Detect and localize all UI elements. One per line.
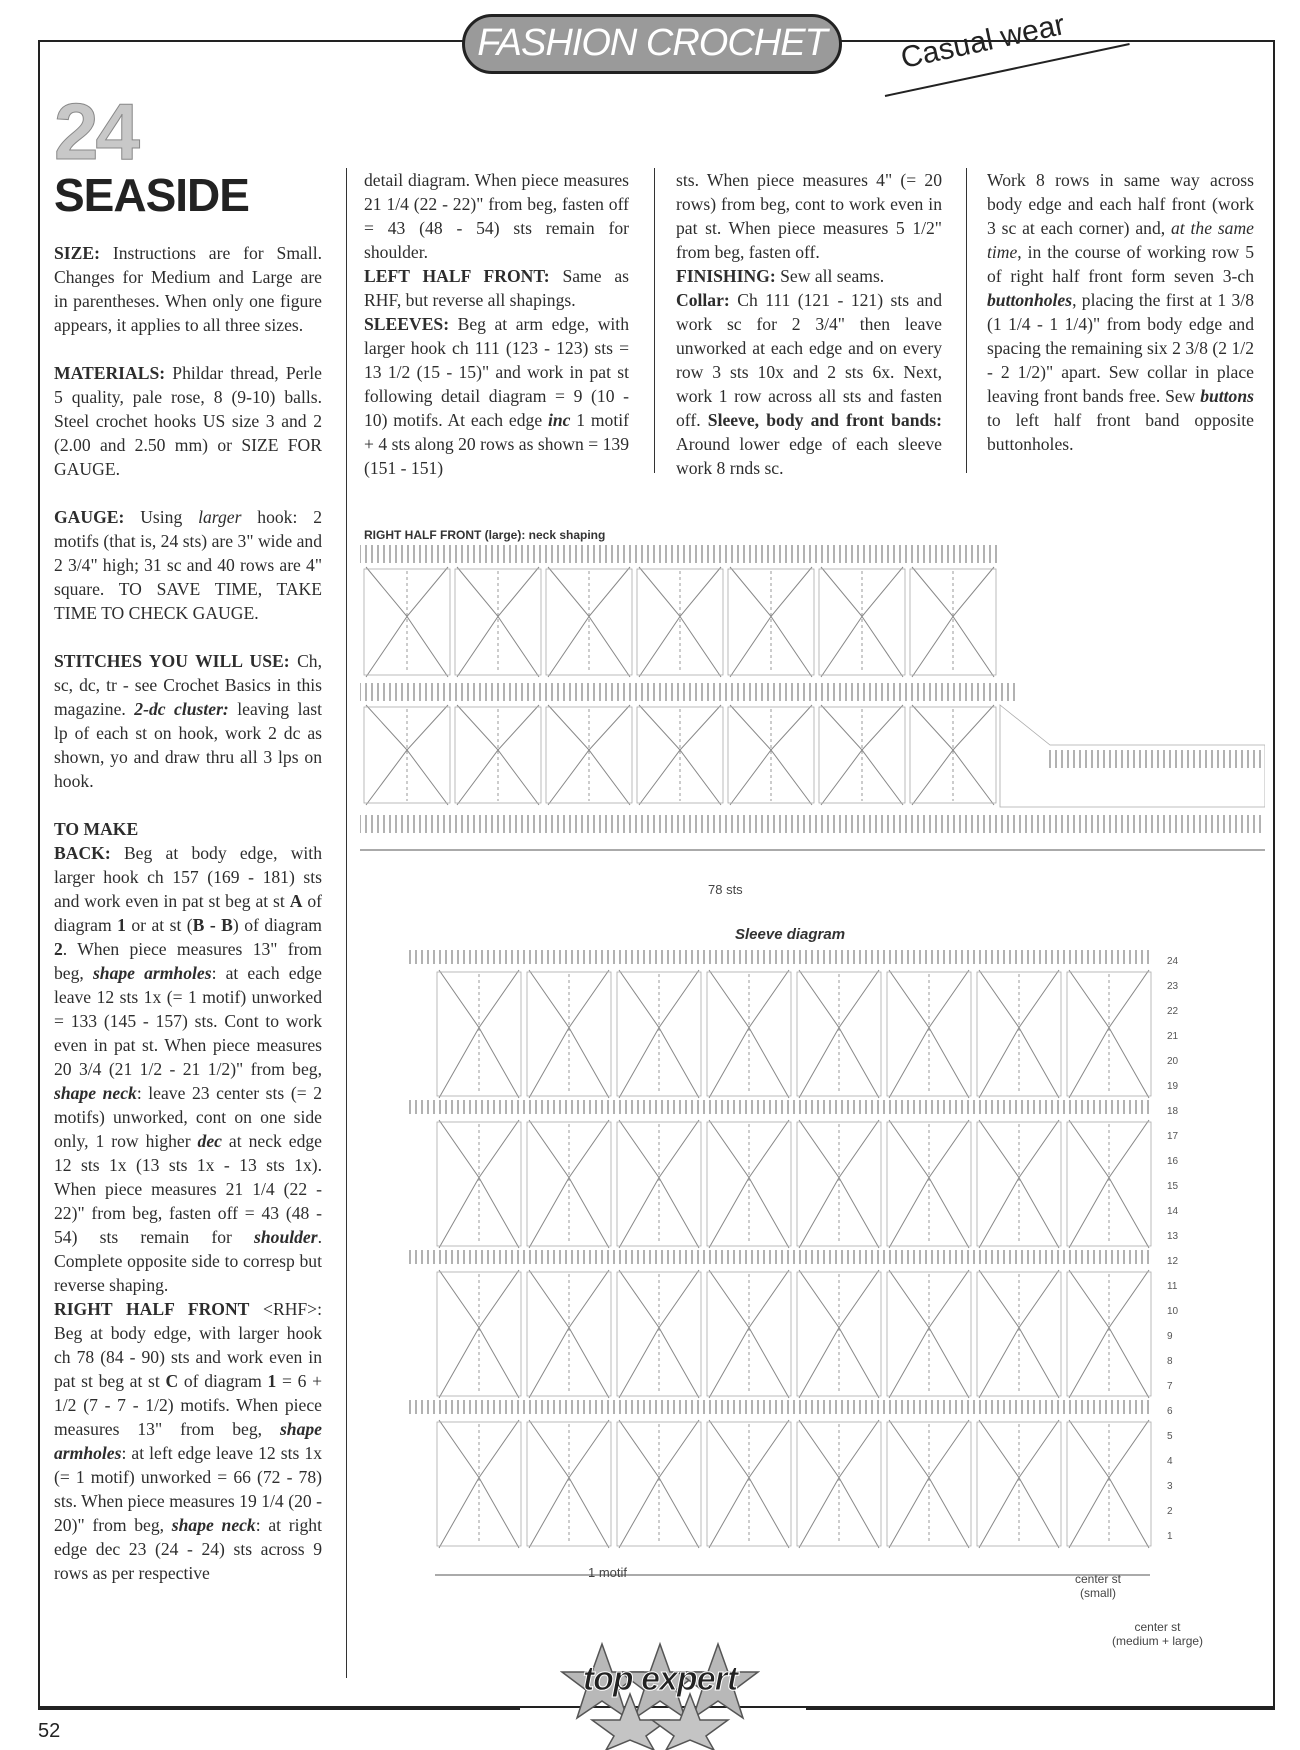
fan-stitch (619, 1478, 699, 1548)
back-label: BACK: (54, 843, 111, 863)
emphasis: at the same time (987, 218, 1254, 262)
stitches-text: leaving last lp of each st on hook, work 2 dc as shown, yo and draw thru all 3 lps on hook. (54, 699, 322, 791)
shaping-term: shape neck (171, 1515, 256, 1535)
fan-stitch (979, 1178, 1059, 1248)
row-number: 12 (1167, 1256, 1179, 1267)
back-text: ) of diagram (232, 915, 322, 935)
row-number: 16 (1167, 1156, 1179, 1167)
back-text: : at each edge leave 12 sts 1x (= 1 motif) unworked = 133 (145 - 157) sts. Cont to work even in pat st. When piece measures 20 3/4 (21 1/2 - 21 1/2)" from beg, (54, 963, 322, 1079)
stitch-ref: A (289, 891, 303, 911)
rhf-text: = 6 + 1/2 (7 - 7 - 1/2) motifs. When piece measures 13" from beg, (54, 1371, 323, 1439)
fan-stitch (889, 1478, 969, 1548)
row-number: 11 (1167, 1281, 1178, 1292)
materials-text: Phildar thread, Perle 5 quality, pale rose, 8 (9-10) balls. Steel crochet hooks US size 3 and 2 (2.00 and 2.50 mm) or SIZE FOR GAUGE. (54, 363, 322, 479)
pattern-title: SEASIDE (54, 169, 249, 221)
row-number: 21 (1167, 1031, 1179, 1042)
row-number: 8 (1167, 1356, 1173, 1367)
row-number: 18 (1167, 1106, 1179, 1117)
text-column-3 (676, 168, 942, 480)
gauge-text: hook: 2 motifs (that is, 24 sts) are 3" wide and 2 3/4" high; 31 sc and 40 rows are 4" square. TO SAVE TIME, TAKE TIME TO CHECK GAUGE. (54, 507, 322, 623)
col4-text: , in the course of working row 5 of right half front form seven 3-ch (987, 242, 1254, 286)
fan-stitch (709, 1328, 789, 1398)
col4-text: to left half front band opposite buttonholes. (987, 410, 1254, 454)
col4-paragraph (987, 168, 1254, 456)
fan-stitch (1069, 1328, 1149, 1398)
materials-paragraph (54, 361, 322, 481)
center-small-line2: (small) (1080, 1586, 1117, 1600)
section-label: Casual wear (897, 8, 1068, 76)
materials-label: MATERIALS: (54, 363, 166, 383)
pattern-number: 24 (54, 87, 137, 176)
footer-rule (38, 1708, 520, 1710)
fan-stitch (1069, 1028, 1149, 1098)
lhf-paragraph (364, 264, 629, 312)
fan-stitch (619, 1328, 699, 1398)
back-text: . Complete opposite side to corresp but reverse shaping. (54, 1227, 322, 1295)
lhf-text: Same as RHF, but reverse all shapings. (364, 266, 630, 310)
magazine-title: FASHION CROCHET (477, 22, 827, 64)
shaping-term: shape (54, 1083, 97, 1103)
sleeves-text: 1 motif + 4 sts along 20 rows as shown = 139 (151 - 151) (364, 410, 629, 478)
center-small-label (1075, 1572, 1121, 1600)
fan-stitch (979, 1478, 1059, 1548)
row-number: 4 (1167, 1456, 1173, 1467)
text-column-1 (54, 241, 322, 1585)
gauge-emphasis: larger (198, 507, 242, 527)
fan-stitch (889, 1028, 969, 1098)
gauge-label: GAUGE: (54, 507, 125, 527)
rhf-label: RIGHT HALF FRONT (54, 1299, 250, 1319)
lhf-label: LEFT HALF FRONT: (364, 266, 550, 286)
neck-shaping-outline (1000, 705, 1265, 807)
center-ml-label (1112, 1620, 1203, 1648)
stitches-text: Ch, sc, dc, tr - see Crochet Basics in this magazine. (54, 651, 322, 719)
back-paragraph (54, 841, 322, 1297)
bands-label: Sleeve, body and front bands: (707, 410, 942, 430)
shaping-term: neck (102, 1083, 137, 1103)
column-rule (966, 168, 967, 473)
sleeves-text: Beg at arm edge, with larger hook ch 111 (123 - 123) sts = 13 1/2 (15 - 15)" and work in pat st following detail diagram = 9 (10 - 10) motifs. At each edge (364, 314, 629, 430)
row-number: 10 (1167, 1306, 1179, 1317)
stitches-label: STITCHES YOU WILL USE: (54, 651, 290, 671)
row-number: 5 (1167, 1431, 1173, 1442)
back-text: Beg at body edge, with larger hook ch 157 (169 - 181) sts and work even in pat st beg at st (54, 843, 322, 911)
row-number: 2 (1167, 1506, 1173, 1517)
fan-stitch (979, 1028, 1059, 1098)
brand-logo: top expert (582, 1660, 738, 1698)
size-label: SIZE: (54, 243, 100, 263)
diagram-ref: 1 (267, 1371, 277, 1391)
page-number: 52 (38, 1720, 61, 1742)
rhf-text: of diagram (178, 1371, 268, 1391)
row-number: 17 (1167, 1131, 1179, 1142)
row-number: 6 (1167, 1406, 1173, 1417)
sleeves-paragraph (364, 312, 629, 480)
fan-stitch (529, 1178, 609, 1248)
to-make-label: TO MAKE (54, 819, 139, 839)
fan-stitch (529, 1028, 609, 1098)
fan-stitch (439, 1328, 519, 1398)
row-number: 20 (1167, 1056, 1179, 1067)
emphasis: buttons (1200, 386, 1254, 406)
row-number: 19 (1167, 1081, 1179, 1092)
fan-stitch (439, 1028, 519, 1098)
motif-label: 1 motif (588, 1565, 628, 1580)
row-number: 14 (1167, 1206, 1179, 1217)
diagram2-caption: Sleeve diagram (735, 926, 846, 943)
row-number: 9 (1167, 1331, 1173, 1342)
col3-text: sts. When piece measures 4" (= 20 rows) from beg, cont to work even in pat st. When piece measures 5 1/2" from beg, fasten off. (676, 170, 942, 262)
sleeves-label: SLEEVES: (364, 314, 450, 334)
fan-stitch (889, 1178, 969, 1248)
fan-stitch (799, 1028, 879, 1098)
rhf-text: : at left edge leave 12 sts 1x (= 1 motif) unworked = 66 (72 - 78) sts. When piece measures 19 1/4 (20 - 20)" from beg, (54, 1443, 322, 1535)
back-text: of diagram (54, 891, 323, 935)
stitch-count-label: 78 sts (708, 882, 743, 897)
row-number: 22 (1167, 1006, 1179, 1017)
row-number: 24 (1167, 956, 1179, 967)
rhf-text: : at right edge dec 23 (24 - 24) sts across 9 rows as per respective (54, 1515, 322, 1583)
shaping-term: shape armholes (54, 1419, 322, 1463)
finishing-text: Sew all seams. (775, 266, 885, 286)
shaping-term: shape armholes (92, 963, 212, 983)
right-half-front-diagram (360, 545, 1265, 875)
back-text: . When piece measures 13" from beg, (54, 939, 322, 983)
back-text: : leave 23 center sts (= 2 motifs) unworked, cont on one side only, 1 row higher (54, 1083, 322, 1151)
center-small-line1: center st (1075, 1572, 1122, 1586)
rhf-text: Beg at body edge, with larger hook ch 78 (84 - 90) sts and work even in pat st beg at st (54, 1323, 322, 1391)
row-number: 15 (1167, 1181, 1179, 1192)
col3-paragraph (676, 168, 942, 264)
row-number: 7 (1167, 1381, 1173, 1392)
col2-text: detail diagram. When piece measures 21 1/4 (22 - 22)" from beg, fasten off = 43 (48 - 54) sts remain for shoulder. (364, 170, 629, 262)
row-number: 23 (1167, 981, 1179, 992)
text-column-4 (987, 168, 1254, 456)
diagram1-caption: RIGHT HALF FRONT (large): neck shaping (364, 528, 606, 542)
shaping-term: shoulder (254, 1227, 318, 1247)
cluster-term: 2-dc cluster: (134, 699, 229, 719)
emphasis: buttonholes (987, 290, 1073, 310)
row-number: 3 (1167, 1481, 1173, 1492)
to-make-heading (54, 817, 322, 841)
col2-paragraph (364, 168, 629, 264)
collar-label: Collar: (676, 290, 730, 310)
rhf-abbr: <RHF>: (249, 1299, 322, 1319)
gauge-paragraph (54, 505, 322, 625)
bands-text: Around lower edge of each sleeve work 8 rnds sc. (676, 434, 942, 478)
stitch-chart (360, 545, 1265, 850)
size-text: Instructions are for Small. Changes for Medium and Large are in parentheses. When only one figure appears, it applies to all three sizes. (54, 243, 322, 335)
fan-stitch (979, 1328, 1059, 1398)
fan-stitch (799, 1178, 879, 1248)
fan-stitch (709, 1478, 789, 1548)
sleeve-diagram (405, 950, 1195, 1590)
stitch-chart (410, 950, 1179, 1575)
fan-stitch (439, 1178, 519, 1248)
rhf-paragraph (54, 1297, 322, 1585)
shaping-term: dec (197, 1131, 222, 1151)
fan-stitch (799, 1328, 879, 1398)
fan-stitch (709, 1028, 789, 1098)
fan-stitch (1069, 1478, 1149, 1548)
back-text: at neck edge 12 sts 1x (13 sts 1x - 13 sts 1x). When piece measures 21 1/4 (22 - 22)" from beg, fasten off = 43 (48 - 54) sts remain for (54, 1131, 322, 1247)
fan-stitch (709, 1178, 789, 1248)
gauge-text: Using (124, 507, 199, 527)
collar-text: Ch 111 (121 - 121) sts and work sc for 2 3/4" then leave unworked at each edge and on every row 3 sts 10x and 2 sts 6x. Next, work 1 row across all sts and fasten off. (676, 290, 942, 430)
column-rule (346, 168, 347, 1678)
text-column-2 (364, 168, 629, 480)
fan-stitch (529, 1328, 609, 1398)
fan-stitch (1069, 1178, 1149, 1248)
fan-stitch (529, 1478, 609, 1548)
footer-rule (806, 1708, 1275, 1710)
diagram-ref: 1 (117, 915, 126, 935)
finishing-paragraph (676, 264, 942, 288)
fan-stitch (439, 1478, 519, 1548)
stitches-paragraph (54, 649, 322, 793)
diagram-ref: 2 (54, 939, 63, 959)
collar-paragraph (676, 288, 942, 480)
row-number: 13 (1167, 1231, 1179, 1242)
fan-stitch (889, 1328, 969, 1398)
row-number: 1 (1167, 1531, 1173, 1542)
col4-text: Work 8 rows in same way across body edge and each half front (work 3 sc at each corner) and, (987, 170, 1254, 238)
shaping-term: inc (547, 410, 571, 430)
col4-text: , placing the first at 1 3/8 (1 1/4 - 1 1/4)" from body edge and spacing the remaining six 2 3/8 (2 1/2 - 2 1/2)" apart. Sew collar in place leaving front bands free. Sew (987, 290, 1254, 406)
fan-stitch (619, 1028, 699, 1098)
center-ml-line1: center st (1134, 1620, 1181, 1634)
stitch-ref: C (165, 1371, 179, 1391)
column-rule (654, 168, 655, 473)
fan-stitch (619, 1178, 699, 1248)
fan-stitch (799, 1478, 879, 1548)
size-paragraph (54, 241, 322, 337)
back-text: or at st ( (125, 915, 193, 935)
finishing-label: FINISHING: (676, 266, 776, 286)
center-ml-line2: (medium + large) (1112, 1634, 1204, 1648)
stitch-ref: B - B (192, 915, 233, 935)
